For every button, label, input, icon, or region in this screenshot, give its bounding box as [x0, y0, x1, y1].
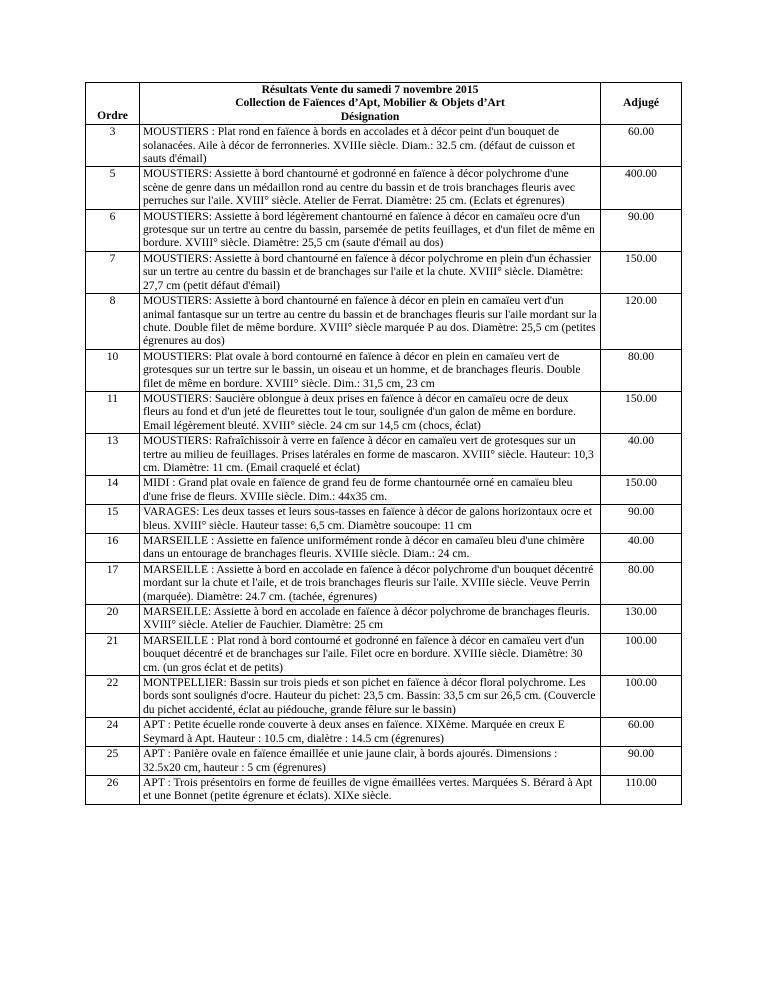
lot-number-cell: 16	[86, 534, 140, 563]
lot-price-cell: 150.00	[601, 391, 682, 433]
lot-price-cell: 40.00	[601, 534, 682, 563]
lot-designation-cell: MOUSTIERS: Assiette à bord chantourné en faïence à décor polychrome en plein d'un échassier sur un tertre au centre du bassin et de branchages sur l'aile et la chute. XVIII° siècle. Diamètre: 27,7 cm (petit défaut d'émail)	[140, 251, 601, 293]
lot-designation-cell: APT : Trois présentoirs en forme de feuilles de vigne émaillées vertes. Marquées S. Bérard à Apt et une Bonnet (petite égrenure et éclats). XIXe siècle.	[140, 775, 601, 804]
lot-number-cell: 14	[86, 476, 140, 505]
table-row	[86, 434, 682, 476]
header-adjuge-cell	[601, 83, 682, 125]
lot-designation-cell: MOUSTIERS : Plat rond en faïence à bords en accolades et à décor peint d'un bouquet de solanacées. Aile à décor de ferronneries. XVIIIe siècle. Diam.: 32.5 cm. (défaut de cuisson et sauts d'émail)	[140, 125, 601, 167]
lot-price-cell: 60.00	[601, 125, 682, 167]
lot-price-cell: 400.00	[601, 167, 682, 209]
lot-designation-cell: VARAGES: Les deux tasses et leurs sous-tasses en faïence à décor de galons horizontaux ocre et bleus. XVIII° siècle. Hauteur tasse: 6,5 cm. Diamètre soucoupe: 11 cm	[140, 505, 601, 534]
table-row	[86, 534, 682, 563]
document-title-line2: Collection de Faïences d’Apt, Mobilier & Objets d’Art	[235, 96, 505, 110]
table-row	[86, 294, 682, 350]
lot-number-cell: 6	[86, 209, 140, 251]
header-ordre-cell	[86, 83, 140, 125]
lot-designation-cell: MOUSTIERS: Assiette à bord chantourné en faïence à décor en plein en camaïeu vert d'un animal fantasque sur un tertre au centre du bassin et de branchages fleuris sur l'aile mordant sur la chute. Double filet de même bordure. XVIII° siècle marquée P au dos. Diamètre: 25,5 cm (petites égrenures au dos)	[140, 294, 601, 350]
lot-price-cell: 150.00	[601, 251, 682, 293]
lot-number-cell: 21	[86, 633, 140, 675]
table-row	[86, 676, 682, 718]
column-header-designation: Désignation	[340, 109, 400, 123]
lot-number-cell: 11	[86, 391, 140, 433]
lot-number-cell: 24	[86, 718, 140, 747]
header-row	[86, 83, 682, 125]
lot-number-cell: 20	[86, 605, 140, 634]
lot-number-cell: 15	[86, 505, 140, 534]
lot-number-cell: 5	[86, 167, 140, 209]
table-row	[86, 349, 682, 391]
lot-designation-cell: MOUSTIERS: Assiette à bord légèrement chantourné en faïence à décor en camaïeu ocre d'un grotesque sur un tertre au centre du bassin, parsemée de petits feuillages, et d'un filet de même en bordure. XVIII° siècle. Diamètre: 25,5 cm (saute d'émail au dos)	[140, 209, 601, 251]
lot-designation-cell: MIDI : Grand plat ovale en faïence de grand feu de forme chantournée orné en camaïeu bleu d'une frise de fleurs. XVIIIe siècle. Dim.: 44x35 cm.	[140, 476, 601, 505]
lot-price-cell: 130.00	[601, 605, 682, 634]
table-row	[86, 251, 682, 293]
lot-designation-cell: MONTPELLIER: Bassin sur trois pieds et son pichet en faïence à décor floral polychrome. Les bords sont soulignés d'ocre. Hauteur du pichet: 23,5 cm. Bassin: 33,5 cm sur 26,5 cm. (Couvercle du pichet accidenté, éclat au piédouche, grande fêlure sur le bassin)	[140, 676, 601, 718]
table-row	[86, 718, 682, 747]
lot-price-cell: 90.00	[601, 209, 682, 251]
results-table	[85, 82, 682, 805]
lot-price-cell: 150.00	[601, 476, 682, 505]
lot-number-cell: 10	[86, 349, 140, 391]
table-row	[86, 167, 682, 209]
column-header-ordre: Ordre	[97, 109, 128, 122]
document-title-line1: Résultats Vente du samedi 7 novembre 2015	[261, 83, 479, 96]
lot-number-cell: 13	[86, 434, 140, 476]
lot-designation-cell: MARSEILLE : Assiette à bord en accolade en faïence à décor polychrome d'un bouquet décentré mordant sur la chute et l'aile, et de trois branchages fleuris sur l'aile. XVIIIe siècle. Veuve Perrin (marquée). Diamètre: 24.7 cm. (tachée, égrenures)	[140, 562, 601, 604]
lot-designation-cell: MARSEILLE : Assiette en faïence uniformément ronde à décor en camaïeu bleu d'une chimère dans un entourage de branchages fleuris. XVIIIe siècle. Diam.: 24 cm.	[140, 534, 601, 563]
lot-number-cell: 3	[86, 125, 140, 167]
lot-number-cell: 7	[86, 251, 140, 293]
lot-price-cell: 80.00	[601, 349, 682, 391]
lot-price-cell: 100.00	[601, 633, 682, 675]
lot-designation-cell: MOUSTIERS: Rafraîchissoir à verre en faïence à décor en camaïeu vert de grotesques sur un tertre au milieu de feuillages. Prises latérales en forme de mascaron. XVIII° siècle. Hauteur: 10,3 cm. Diamètre: 11 cm. (Email craquelé et éclat)	[140, 434, 601, 476]
lot-designation-cell: MOUSTIERS: Saucière oblongue à deux prises en faïence à décor en camaïeu ocre de deux fleurs au fond et d'un jeté de fleurettes tout le tour, soulignée d'un galon de même en bordure. Email légèrement bleuté. XVIII° siècle. 24 cm sur 14,5 cm (chocs, éclat)	[140, 391, 601, 433]
lot-price-cell: 60.00	[601, 718, 682, 747]
lot-number-cell: 22	[86, 676, 140, 718]
lot-price-cell: 90.00	[601, 505, 682, 534]
table-row	[86, 562, 682, 604]
lot-price-cell: 110.00	[601, 775, 682, 804]
table-row	[86, 775, 682, 804]
lot-price-cell: 90.00	[601, 747, 682, 776]
lot-number-cell: 25	[86, 747, 140, 776]
table-row	[86, 605, 682, 634]
lot-number-cell: 17	[86, 562, 140, 604]
table-row	[86, 633, 682, 675]
table-row	[86, 125, 682, 167]
lot-number-cell: 26	[86, 775, 140, 804]
lot-price-cell: 100.00	[601, 676, 682, 718]
lot-price-cell: 40.00	[601, 434, 682, 476]
lot-designation-cell: MOUSTIERS: Plat ovale à bord contourné en faïence à décor en plein en camaïeu vert de grotesques sur un tertre sur le bassin, un oiseau et un homme, et de branchages fleuris. Double filet de même en bordure. XVIII° siècle. Dim.: 31,5 cm, 23 cm	[140, 349, 601, 391]
lot-number-cell: 8	[86, 294, 140, 350]
column-header-adjuge: Adjugé	[622, 96, 660, 109]
lot-designation-cell: MOUSTIERS: Assiette à bord chantourné et godronné en faïence à décor polychrome d'une scène de genre dans un médaillon rond au centre du bassin et de trois branchages fleuris avec perruches sur l'aile. XVIII° siècle. Atelier de Ferrat. Diamètre: 25 cm. (Eclats et égrenures)	[140, 167, 601, 209]
table-row	[86, 747, 682, 776]
lot-designation-cell: APT : Petite écuelle ronde couverte à deux anses en faïence. XIXème. Marquée en creux E Seymard à Apt. Hauteur : 10.5 cm, dialètre : 14.5 cm (égrenures)	[140, 718, 601, 747]
lot-price-cell: 80.00	[601, 562, 682, 604]
table-row	[86, 505, 682, 534]
lot-designation-cell: MARSEILLE : Plat rond à bord contourné et godronné en faïence à décor en camaïeu vert d'un bouquet décentré et de branchages sur l'aile. Filet ocre en bordure. XVIIIe siècle. Diamètre: 30 cm. (un gros éclat et de petits)	[140, 633, 601, 675]
lot-price-cell: 120.00	[601, 294, 682, 350]
table-row	[86, 391, 682, 433]
lot-designation-cell: APT : Panière ovale en faïence émaillée et unie jaune clair, à bords ajourés. Dimensions : 32.5x20 cm, hauteur : 5 cm (égrenures)	[140, 747, 601, 776]
table-row	[86, 476, 682, 505]
lot-designation-cell: MARSEILLE: Assiette à bord en accolade en faïence à décor polychrome de branchages fleuris. XVIII° siècle. Atelier de Fauchier. Diamètre: 25 cm	[140, 605, 601, 634]
header-designation-cell	[140, 83, 601, 125]
table-row	[86, 209, 682, 251]
